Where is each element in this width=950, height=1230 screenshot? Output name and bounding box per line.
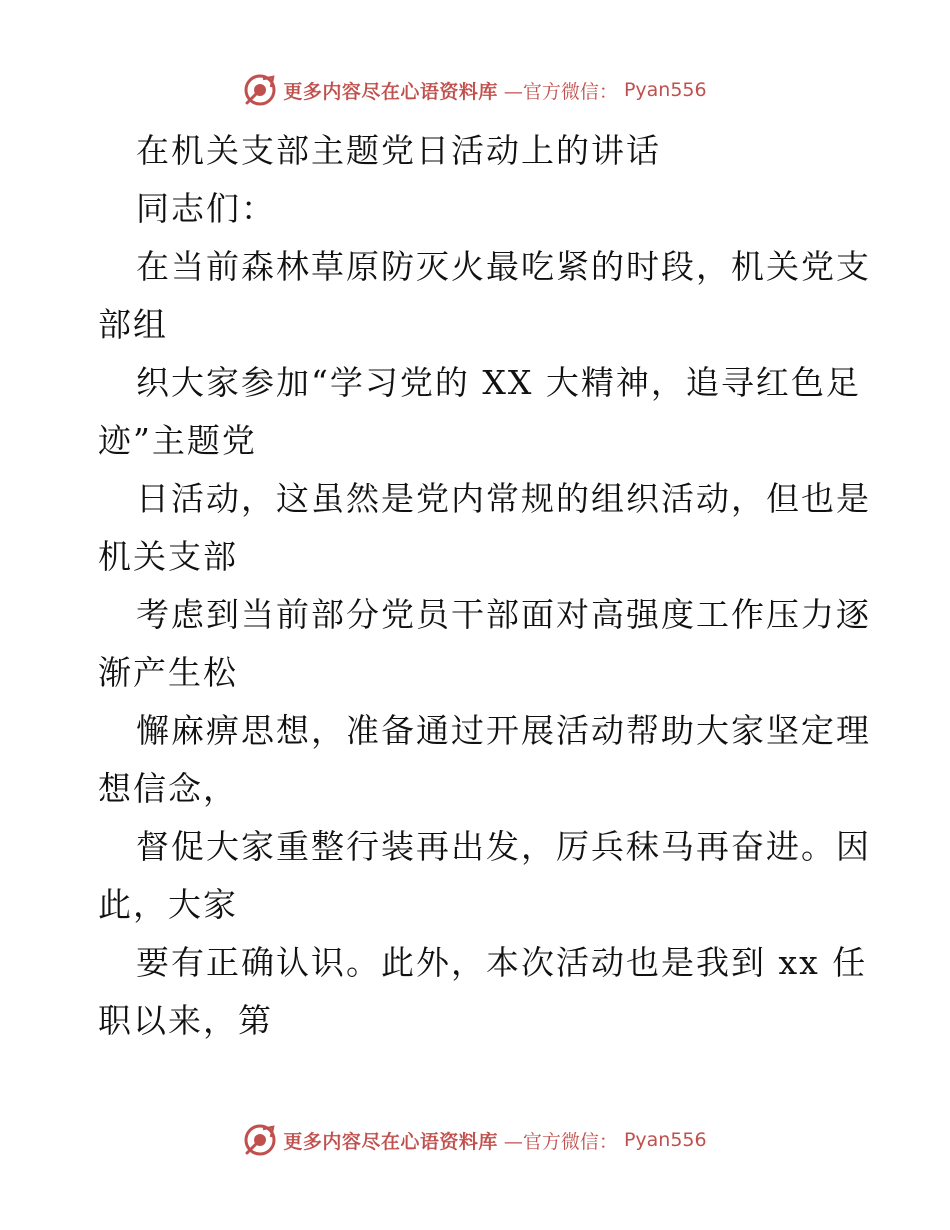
paragraph-line: 迹”主题党 <box>98 421 257 460</box>
paragraph-line: 职以来，第 <box>98 1001 273 1040</box>
pen-logo-icon <box>243 1123 277 1157</box>
watermark-text: 更多内容尽在心语资料库 <box>283 80 498 103</box>
paragraph-line: 日活动，这虽然是党内常规的组织活动，但也是 <box>136 479 871 518</box>
paragraph-line: 渐产生松 <box>98 653 238 692</box>
paragraph-line: 想信念， <box>98 769 238 808</box>
watermark-account: Pyan556 <box>623 1129 707 1151</box>
pen-logo-icon <box>243 73 277 107</box>
paragraph-line: 在当前森林草原防灭火最吃紧的时段，机关党支 <box>136 247 871 286</box>
header-watermark <box>0 68 950 112</box>
paragraph-line: 机关支部 <box>98 537 238 576</box>
paragraph-line: 部组 <box>98 305 168 344</box>
document-title: 在机关支部主题党日活动上的讲话 <box>136 131 661 170</box>
watermark-separator: —官方微信： <box>503 80 618 103</box>
paragraph-line: 要有正确认识。此外，本次活动也是我到 xx 任 <box>136 943 868 982</box>
paragraph-line: 织大家参加“学习党的 XX 大精神，追寻红色足 <box>136 363 861 402</box>
paragraph-line: 考虑到当前部分党员干部面对高强度工作压力逐 <box>136 595 871 634</box>
watermark-separator: —官方微信： <box>503 1130 618 1153</box>
document-body <box>98 122 871 1050</box>
salutation: 同志们： <box>136 189 276 228</box>
paragraph-line: 懈麻痹思想，准备通过开展活动帮助大家坚定理 <box>136 711 871 750</box>
watermark-text: 更多内容尽在心语资料库 <box>283 1130 498 1153</box>
paragraph-line: 此，大家 <box>98 885 238 924</box>
paragraph-line: 督促大家重整行装再出发，厉兵秣马再奋进。因 <box>136 827 871 866</box>
watermark-account: Pyan556 <box>623 79 707 101</box>
footer-watermark <box>0 1118 950 1162</box>
